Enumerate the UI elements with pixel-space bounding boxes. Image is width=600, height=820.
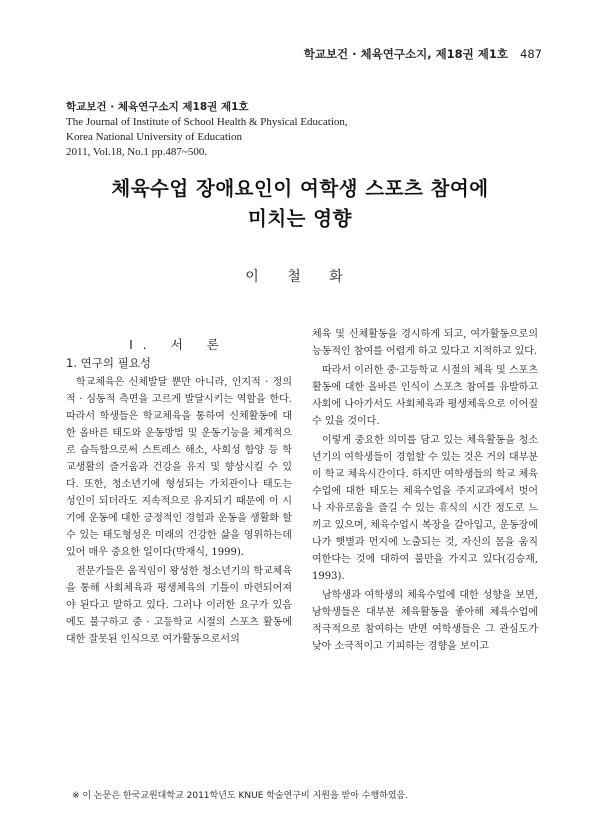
journal-info <box>66 100 526 160</box>
paper-title <box>0 174 600 234</box>
journal-korean-title: 학교보건 · 체육연구소지 제18권 제1호 <box>66 101 249 113</box>
paper-title-line1: 체육수업 장애요인이 여학생 스포츠 참여에 <box>111 177 489 200</box>
journal-volume: 2011, Vol.18, No.1 pp.487~500. <box>66 146 208 158</box>
paper-title-line2: 미치는 영향 <box>248 207 352 230</box>
author: 이 철 화 <box>245 269 355 285</box>
section-heading: Ⅰ. 서 론 <box>129 337 229 352</box>
paragraph: 남학생과 여학생의 체육수업에 대한 성향을 보면, 남학생들은 대부분 체육활동을 좋아해 체육수업에 적극적으로 참여하는 반면 여학생들은 그 관심도가 낮아 소극적이고 기피하는 경향을 보이고 <box>312 590 538 652</box>
journal-english-title: The Journal of Institute of School Health & Physical Education, <box>66 116 348 128</box>
subsection-heading: 1. 연구의 필요성 <box>66 356 151 370</box>
right-column <box>312 326 538 657</box>
journal-university: Korea National University of Education <box>66 131 242 143</box>
paragraph: 이렇게 중요한 의미를 담고 있는 체육활동을 청소년기의 여학생들이 경험할 수 있는 것은 거의 대부분이 학교 체육시간이다. 하지만 여학생들의 학교 체육수업에 대한 태도는 체육수업을 주지교과에서 벗어나 자유로움을 즐길 수 있는 휴식의 시간 정도로 느끼고 있으며, 체육수업시 복장을 갈아입고, 운동장에 나가 햇볕과 먼지에 노출되는 것, 자신의 몸을 움직여한다는 것에 대하여 불만을 가지고 있다(김승재, 1993). <box>312 435 538 582</box>
paragraph: 학교체육은 신체발달 뿐만 아니라, 인지적 · 정의적 · 심동적 측면을 고르게 발달시키는 역할을 한다. 따라서 학생들은 학교체육을 통하여 신체활동에 대한 올바른 태도와 운동방법 및 운동기능을 체계적으로 습득함으로써 스트레스 해소, 사회성 함양 등 학교생활의 즐거움과 건강을 유지 및 향상시킬 수 있다. 또한, 청소년기에 형성되는 가치관이나 태도는 성인이 되더라도 지속적으로 유지되기 때문에 이 시기에 운동에 대한 긍정적인 경험과 운동을 생활화 할 수 있는 태도형성은 미래의 건강한 삶을 영위하는데 있어 매우 중요한 일이다(박재식, 1999). <box>66 377 292 558</box>
paragraph: 따라서 이러한 중·고등학교 시절의 체육 및 스포츠 활동에 대한 올바른 인식이 스포츠 참여를 유발하고 사회에 나아가서도 사회체육과 평생체육으로 이어질 수 있을 것이다. <box>312 365 538 427</box>
footnote: ※ 이 논문은 한국교원대학교 2011학년도 KNUE 학술연구비 지원을 받아 수행하였음. <box>72 791 409 801</box>
left-column <box>66 336 292 650</box>
page-number: 487 <box>520 47 542 61</box>
paragraph: 전문가들은 움직임이 왕성한 청소년기의 학교체육을 통해 사회체육과 평생체육의 기틀이 마련되어져야 된다고 말하고 있다. 그러나 이러한 요구가 있음에도 불구하고 중 · 고등학교 시절의 스포츠 활동에 대한 잘못된 인식으로 여가활동으로서의 <box>66 566 292 645</box>
paragraph: 체육 및 신체활동을 경시하게 되고, 여가활동으로의 능동적인 참여를 어렵게 하고 있다고 지적하고 있다. <box>312 329 538 357</box>
running-head <box>304 46 542 62</box>
running-head-title: 학교보건 · 체육연구소지, 제18권 제1호 <box>303 47 509 61</box>
